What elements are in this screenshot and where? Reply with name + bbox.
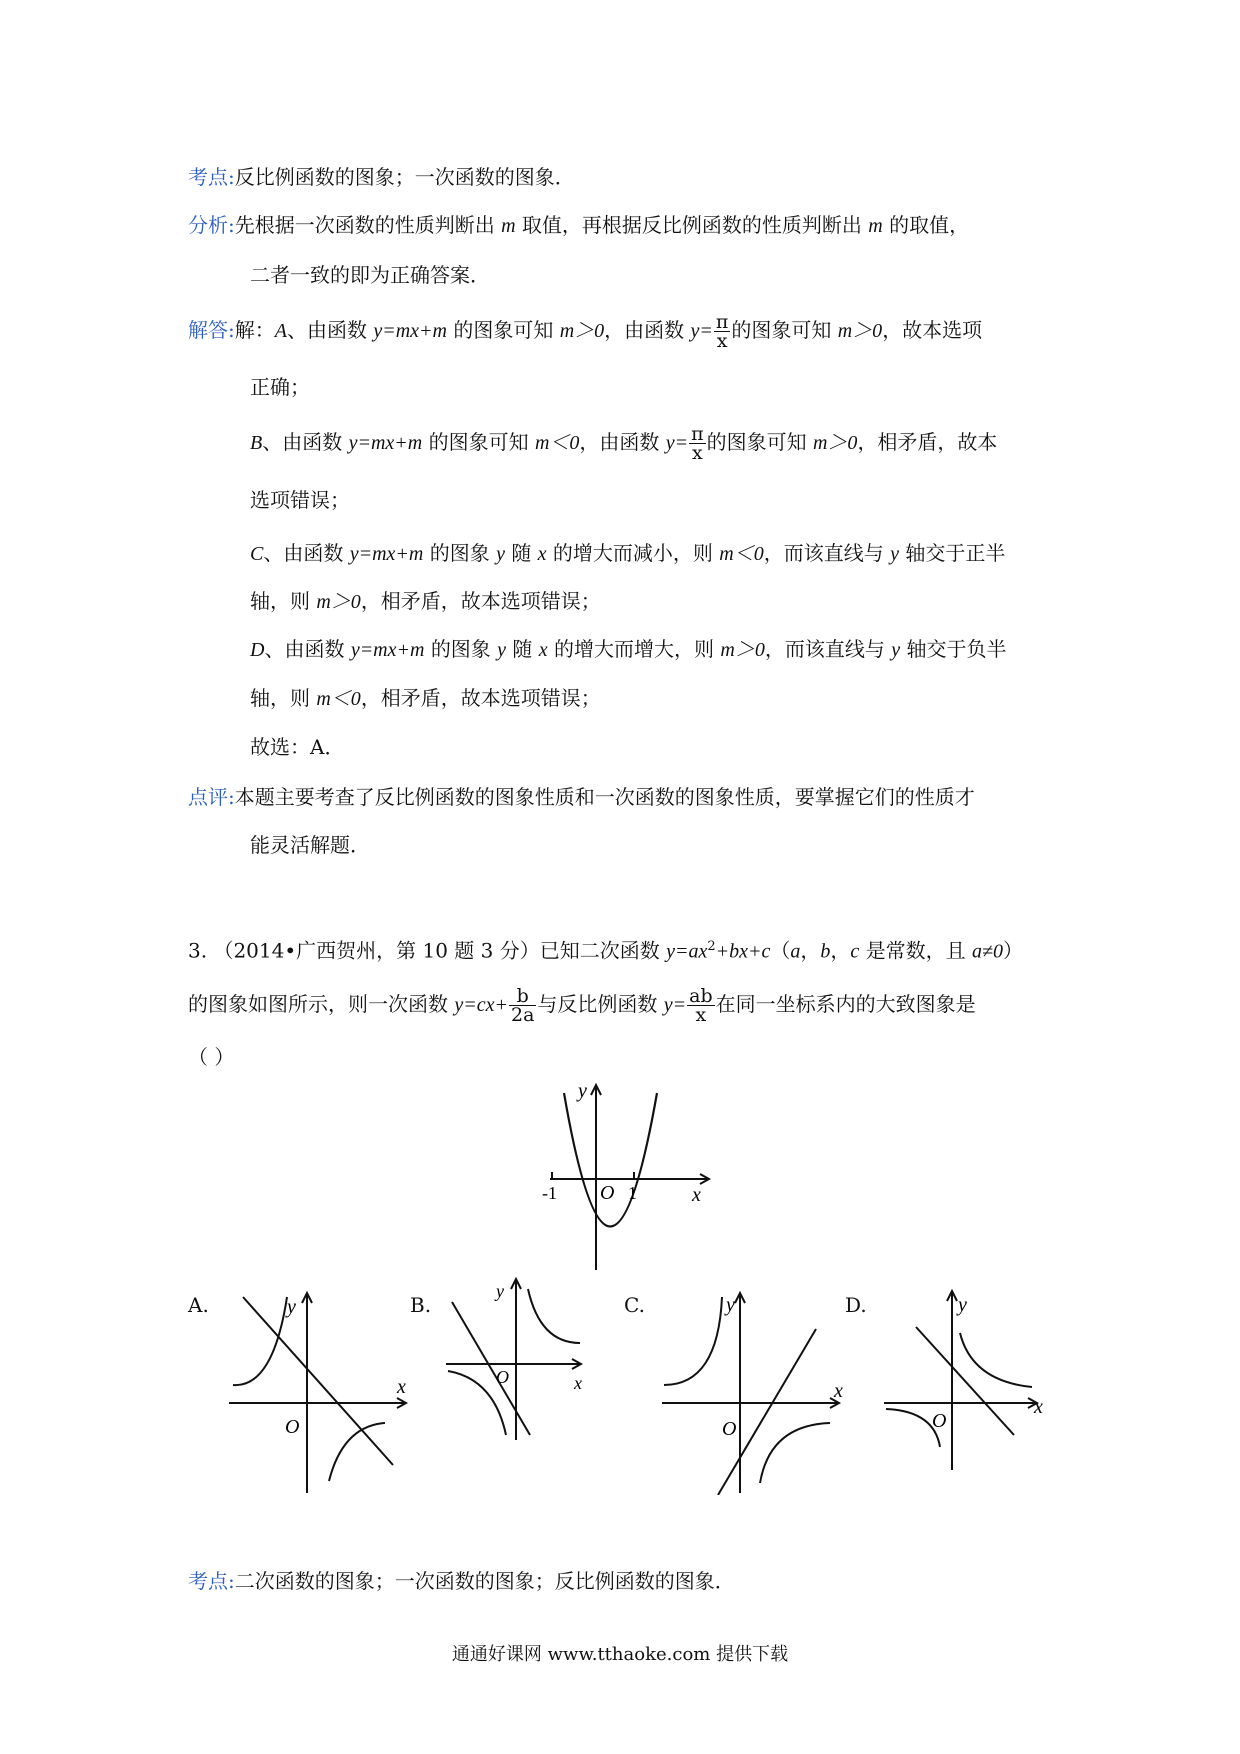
linear-line [718,1329,816,1495]
text: 、由函数 [263,541,344,565]
var-m: m [501,215,516,237]
x-label: x [574,1373,582,1393]
fenxi-text-a: 先根据一次函数的性质判断出 [234,213,495,237]
option-d-label [845,1290,867,1320]
origin-label: O [600,1182,615,1204]
m-gt-0: m＞0 [837,320,883,342]
opt-d: D. [845,1293,867,1317]
text: 的图象如图所示，则一次函数 [188,992,448,1016]
linear-function: y=mx+m [373,320,447,342]
text: 选项错误； [250,488,350,512]
text: 的图象可知 [428,430,529,454]
y-eq: y= [690,320,713,342]
var-y: y [890,543,899,565]
m-lt-0: m＜0 [534,432,580,454]
quad-func: y=ax [666,940,708,963]
option-letter: A [274,320,287,342]
origin-label: O [285,1416,300,1438]
option-letter: D [250,639,265,661]
m-gt-0: m＞0 [812,432,858,454]
text: ，而该直线与 [763,541,884,565]
text: 轴，则 [250,589,310,613]
linear-line [452,1302,530,1435]
dianping-line2 [250,830,370,860]
var-x: x [537,543,547,565]
m-gt-0: m＞0 [559,320,605,342]
text: ， [800,938,821,963]
var-x: x [538,639,548,661]
origin-label: O [722,1418,737,1440]
origin-label: O [932,1410,947,1432]
jieda-line-b [250,425,997,462]
kaodian-text: 反比例函数的图象；一次函数的图象． [234,165,575,189]
fenxi-text-2: 二者一致的即为正确答案． [250,263,490,287]
hyperbola-branch-lower [329,1423,385,1481]
y-label: y [958,1294,967,1316]
var-y: y [891,639,901,661]
var-a: a [790,940,801,963]
frac-den: 2a [510,1004,535,1026]
option-a-label [188,1290,209,1320]
linear-function: y=mx+m [348,432,423,454]
text: 与反比例函数 [537,992,658,1016]
fraction-ab-over-x [687,987,715,1024]
text: 3. （2014•广西贺州，第 10 题 3 分）已知二次函数 [188,938,660,963]
jieda-line-c [250,538,1005,569]
y-label: y [496,1281,504,1301]
answer-paren: （ ） [188,1045,235,1069]
text: ，相矛盾，故本 [857,430,998,454]
var-y: y [496,543,505,565]
text: 的增大而增大，则 [554,637,715,661]
jie-prefix: 解： [234,318,275,342]
kaodian-label: 考点: [188,165,235,189]
hyperbola-branch-lower [760,1423,830,1483]
text: 、由函数 [264,637,345,661]
text: 在同一坐标系内的大致图象是 [715,992,976,1016]
frac-den: x [716,330,728,352]
m-gt-0: m＞0 [316,591,361,613]
x-label: x [1034,1396,1043,1418]
text: ，由函数 [604,318,685,342]
fenxi-label: 分析: [188,213,235,237]
y-eq: y= [663,994,687,1016]
var-c: c [850,940,860,963]
hyperbola-branch-upper [664,1297,722,1385]
answer-text: 故选：A． [250,735,345,759]
linear-function: y=mx+m [349,543,424,565]
q3-paren [188,1042,234,1072]
text: ） [1002,938,1023,963]
frac-num: b [509,987,536,1006]
dianping-text-2: 能灵活解题． [250,833,370,857]
jieda-line-c2 [250,586,601,617]
dianping-text: 本题主要考查了反比例函数的图象性质和一次函数的图象性质，要掌握它们的性质才 [234,785,975,809]
dianping-label: 点评: [188,785,235,809]
hyperbola-branch-upper [528,1289,580,1343]
kaodian-text: 二次函数的图象；一次函数的图象；反比例函数的图象． [234,1569,735,1593]
frac-den: x [692,442,703,464]
kaodian-label: 考点: [188,1569,235,1593]
text: （ [770,938,791,963]
var-b: b [820,940,831,963]
dianping-line [188,782,975,812]
q3-line2 [188,987,976,1024]
fenxi-text-b: 取值，再根据反比例函数的性质判断出 [521,213,862,237]
text: ，相矛盾，故本选项错误； [360,686,601,710]
fenxi-line [188,210,969,241]
option-letter: B [250,432,263,454]
text: 轴交于正半 [905,541,1006,565]
kaodian-line-2 [188,1566,735,1596]
fraction-pi-over-x [714,313,731,350]
option-d-graph [880,1285,1060,1475]
text: 随 [511,541,532,565]
var-m: m [868,215,883,237]
text: ，故本选项 [882,318,983,342]
quad-func-rest: +bx+c [715,940,771,963]
option-a-graph [225,1285,415,1495]
linear-function: y=cx+ [454,994,508,1016]
parabola-curve [564,1093,657,1227]
text: 轴交于负半 [906,637,1007,661]
m-lt-0: m＜0 [719,543,764,565]
hyperbola-branch-upper [960,1333,1032,1387]
jieda-line-d [250,634,1006,665]
fraction-pi-over-x [689,425,706,462]
option-letter: C [250,543,264,565]
linear-line [243,1297,393,1465]
text: 正确； [250,375,310,399]
x-label: x [397,1376,406,1398]
fenxi-line2 [250,260,490,290]
parabola-graph [530,1075,720,1275]
guxuan-line [250,732,344,762]
x-label: x [692,1184,701,1206]
jieda-line-a2 [250,372,310,402]
opt-a: A. [188,1293,209,1317]
kaodian-line [188,162,575,192]
text: 的增大而减小，则 [552,541,713,565]
linear-line [916,1327,1014,1435]
text: 的图象可知 [706,430,807,454]
q3-line1 [188,932,1023,967]
text: ，相矛盾，故本选项错误； [360,589,601,613]
y-eq: y= [665,432,689,454]
fenxi-text-c: 的取值， [889,213,970,237]
text: 的图象 [429,541,490,565]
option-c-label [624,1290,645,1320]
text: 、由函数 [262,430,343,454]
m-gt-0: m＞0 [720,639,765,661]
m-lt-0: m＜0 [316,688,361,710]
text: 轴，则 [250,686,310,710]
option-b-graph [440,1275,600,1450]
hyperbola-branch-upper [233,1297,287,1385]
y-label: y [287,1296,296,1318]
x-label: x [834,1380,843,1402]
opt-c: C. [624,1293,645,1317]
y-label: y [578,1080,587,1102]
y-label: y [726,1294,735,1316]
option-c-graph [658,1285,848,1495]
text: 、由函数 [286,318,367,342]
page-footer: 通通好课网 www.tthaoke.com 提供下载 [451,1644,789,1665]
tick-label-1: 1 [628,1183,637,1203]
jieda-label: 解答: [188,318,235,342]
exponent: 2 [707,939,716,954]
jieda-line-b2 [250,485,350,515]
jieda-line-d2 [250,683,601,714]
text: ，由函数 [579,430,660,454]
frac-num: π [691,423,704,445]
linear-function: y=mx+m [350,639,425,661]
text: 是常数，且 [865,938,966,963]
text: ， [830,938,851,963]
frac-num: π [715,311,729,333]
frac-den: x [695,1004,707,1026]
text: 的图象可知 [453,318,554,342]
opt-b: B. [410,1293,432,1317]
origin-label: O [496,1367,509,1387]
text: 随 [512,637,533,661]
text: 的图象可知 [731,318,832,342]
tick-label-minus1: -1 [542,1183,557,1203]
jieda-line-a [188,313,982,350]
text: ，而该直线与 [764,637,885,661]
a-neq-0: a≠0 [972,940,1003,963]
frac-num: ab [689,985,713,1007]
text: 的图象 [430,637,491,661]
fraction-b-over-2a [509,987,536,1024]
var-y: y [497,639,507,661]
